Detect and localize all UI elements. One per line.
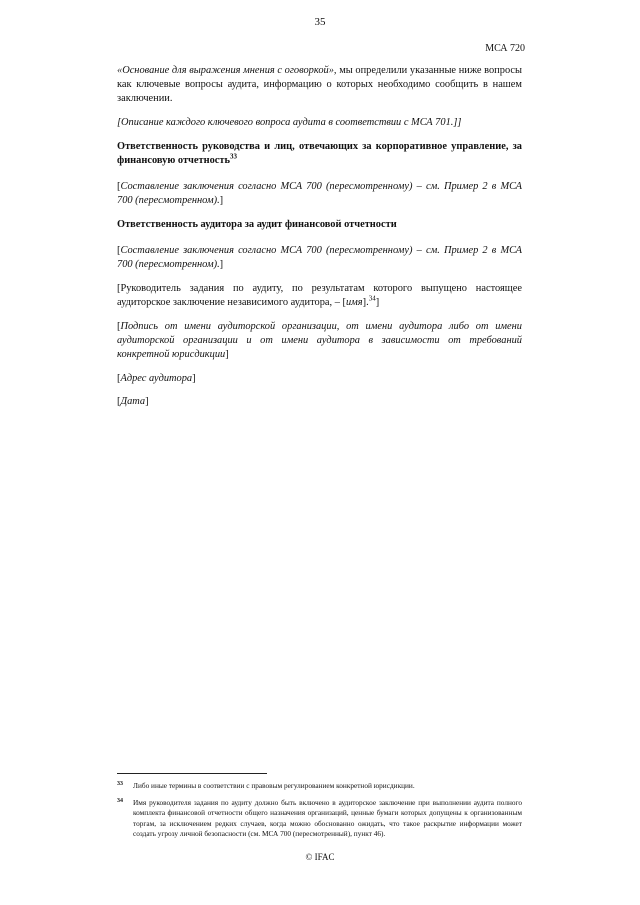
copyright-footer: © IFAC bbox=[305, 852, 335, 862]
footnote-text: Имя руководителя задания по аудиту должно быть включено в аудиторское заключение при выполнении аудита полного комплекта финансовой отчетности общего назначения организаций, ценные бумаги которых допущены к организованным торгам, за исключением редких случаев, когда можно обоснованно ожидать, что такое раскрытие информации может создать угрозу личной безопасности (см. МСА 700 (пересмотренный), пункт 46). bbox=[133, 797, 522, 838]
bracket-close: ] bbox=[192, 373, 196, 384]
bracket-close: ] bbox=[375, 297, 380, 308]
paragraph-text: Дата bbox=[120, 396, 146, 407]
footnote-33 bbox=[117, 781, 522, 792]
bracket-close: ] bbox=[219, 195, 224, 206]
paragraph-text: Составление заключения согласно МСА 700 (пересмотренному) – см. Пример 2 в МСА 700 (пересмотренном). bbox=[117, 245, 522, 270]
bracket-close: ] bbox=[145, 396, 149, 407]
footnote-number: 33 bbox=[117, 781, 123, 787]
name-placeholder: имя bbox=[345, 297, 363, 308]
footnote-ref-34[interactable]: 34 bbox=[368, 294, 376, 303]
section-heading-auditor-responsibility bbox=[117, 218, 522, 232]
bracket-open: [ bbox=[117, 245, 121, 256]
paragraph-auditor-address bbox=[117, 372, 522, 386]
heading-text: Ответственность аудитора за аудит финансовой отчетности bbox=[117, 219, 397, 230]
page-number: 35 bbox=[314, 16, 326, 28]
document-body bbox=[117, 64, 522, 418]
section-heading-management-responsibility bbox=[117, 140, 522, 168]
heading-text: Ответственность руководства и лиц, отвечающих за корпоративное управление, за финансовую отчетность bbox=[117, 141, 522, 166]
footnote-34 bbox=[117, 798, 522, 840]
paragraph-date bbox=[117, 395, 522, 409]
paragraph-text: мы определили указанные ниже вопросы как ключевые вопросы аудита, информацию о которых необходимо сообщить в нашем заключении. bbox=[117, 65, 522, 104]
footnote-text: Либо иные термины в соответствии с правовым регулированием конкретной юрисдикции. bbox=[133, 781, 415, 790]
paragraph-engagement-partner bbox=[117, 282, 522, 310]
bracket-open: [ bbox=[117, 321, 121, 332]
opinion-basis-title: «Основание для выражения мнения с оговоркой», bbox=[117, 65, 337, 76]
paragraph-text: [Описание каждого ключевого вопроса аудита в соответствии с МСА 701.]] bbox=[117, 117, 462, 128]
paragraph-management-placeholder bbox=[117, 180, 522, 208]
paragraph-text: Адрес аудитора bbox=[120, 373, 193, 384]
document-code: МСА 720 bbox=[485, 43, 525, 54]
bracket-open: [ bbox=[117, 373, 121, 384]
paragraph-text: Составление заключения согласно МСА 700 (пересмотренному) – см. Пример 2 в МСА 700 (пересмотренном). bbox=[117, 181, 522, 206]
bracket-open: [ bbox=[117, 181, 121, 192]
paragraph-auditor-placeholder bbox=[117, 244, 522, 272]
bracket-close: ] bbox=[225, 349, 229, 360]
bracket-open: [ bbox=[117, 396, 121, 407]
bracket-close: ]. bbox=[362, 297, 369, 308]
footnotes bbox=[117, 781, 522, 846]
bracket-close: ] bbox=[219, 259, 224, 270]
footnote-number: 34 bbox=[117, 797, 123, 804]
footnote-divider bbox=[117, 773, 267, 774]
paragraph-text: Подпись от имени аудиторской организации, от имени аудитора либо от имени аудиторской организации и от имени аудитора в зависимости от требований конкретной юрисдикции bbox=[117, 321, 522, 360]
paragraph-text: [Руководитель задания по аудиту, по результатам которого выпущено настоящее аудиторское заключение независимого аудитора, – [ bbox=[117, 283, 522, 308]
paragraph-signature bbox=[117, 320, 522, 362]
footnote-ref-33[interactable]: 33 bbox=[230, 152, 238, 161]
paragraph-key-audit-matters bbox=[117, 116, 522, 130]
paragraph-opinion-basis bbox=[117, 64, 522, 106]
